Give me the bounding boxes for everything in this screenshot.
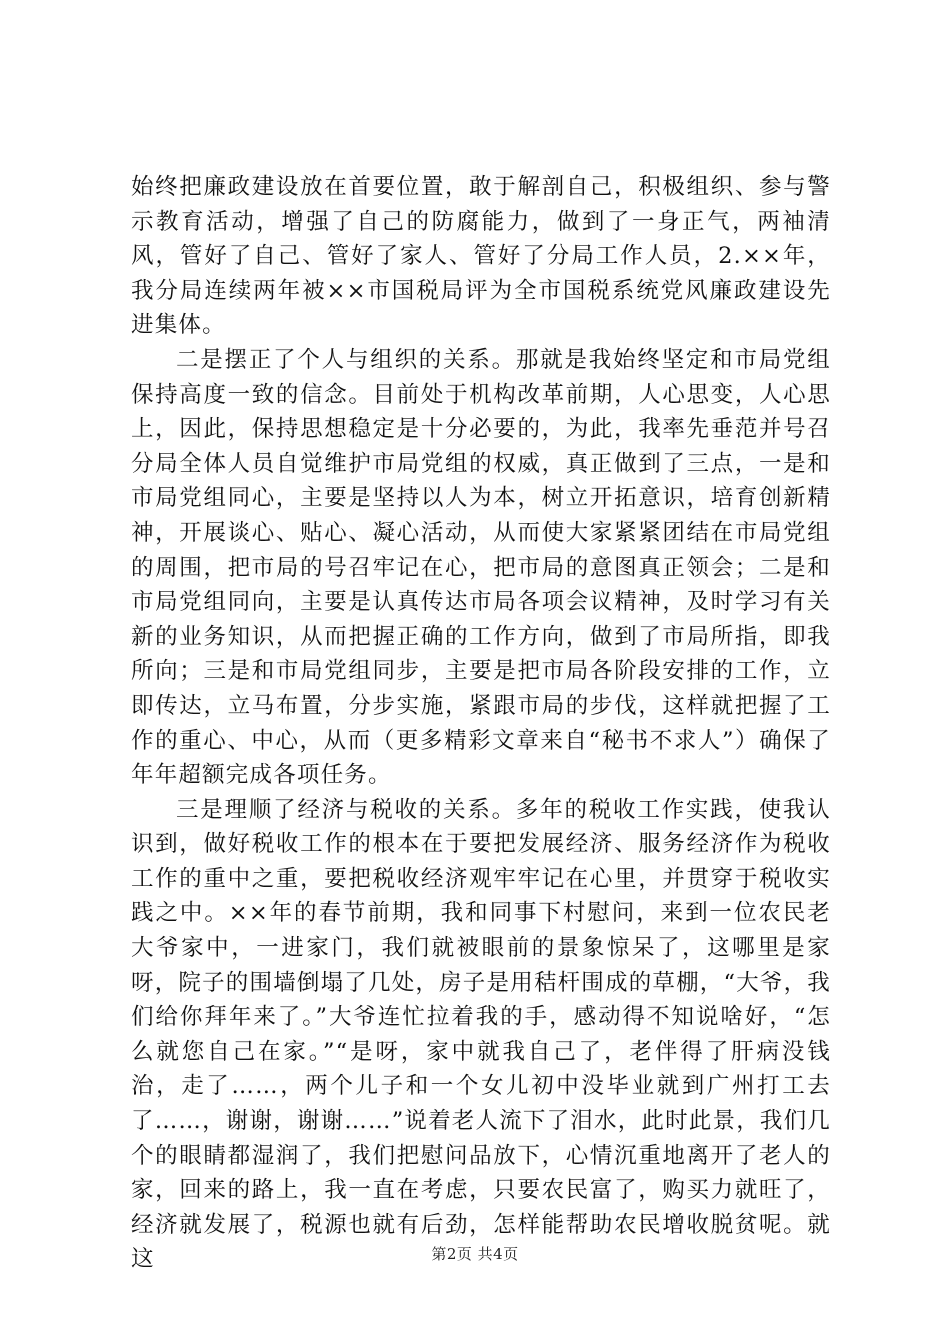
paragraph-three: 三是理顺了经济与税收的关系。多年的税收工作实践，使我认识到，做好税收工作的根本在于要把发展经济、服务经济作为税收工作的重中之重，要把税收经济观牢牢记在心里，并贯穿于税收实践之中。××年的春节前期，我和同事下村慰问，来到一位农民老大爷家中，一进家门，我们就被眼前的景象惊呆了，这哪里是家呀，院子的围墙倒塌了几处，房子是用秸杆围成的草棚，“大爷，我们给你拜年来了。”大爷连忙拉着我的手，感动得不知说啥好，“怎么就您自己在家。”“是呀，家中就我自己了，老伴得了肝病没钱治，走了……，两个儿子和一个女儿初中没毕业就到广州打工去了……，谢谢，谢谢……”说着老人流下了泪水，此时此景，我们几个的眼睛都湿润了，我们把慰问品放下，心情沉重地离开了老人的家，回来的路上，我一直在考虑，只要农民富了，购买力就旺了，经济就发展了，税源也就有后劲，怎样能帮助农民增收脱贫呢。就这 [131,796,832,1273]
paragraph-two: 二是摆正了个人与组织的关系。那就是我始终坚定和市局党组保持高度一致的信念。目前处于机构改革前期，人心思变，人心思上，因此，保持思想稳定是十分必要的，为此，我率先垂范并号召分局全体人员自觉维护市局党组的权威，真正做到了三点，一是和市局党组同心，主要是坚持以人为本，树立开拓意识，培育创新精神，开展谈心、贴心、凝心活动，从而使大家紧紧团结在市局党组的周围，把市局的号召牢记在心，把市局的意图真正领会；二是和市局党组同向，主要是认真传达市局各项会议精神，及时学习有关新的业务知识，从而把握正确的工作方向，做到了市局所指，即我所向；三是和市局党组同步，主要是把市局各阶段安排的工作，立即传达，立马布置，分步实施，紧跟市局的步伐，这样就把握了工作的重心、中心，从而（更多精彩文章来自“秘书不求人”）确保了年年超额完成各项任务。 [131,346,831,789]
page-number-footer: 第2页 共4页 [431,1245,519,1263]
document-body [131,170,831,1277]
paragraph-continuation: 始终把廉政建设放在首要位置，敢于解剖自己，积极组织、参与警示教育活动，增强了自己的防腐能力，做到了一身正气，两袖清风，管好了自己、管好了家人、管好了分局工作人员，2.××年，我分局连续两年被××市国税局评为全市国税系统党风廉政建设先进集体。 [131,174,831,339]
